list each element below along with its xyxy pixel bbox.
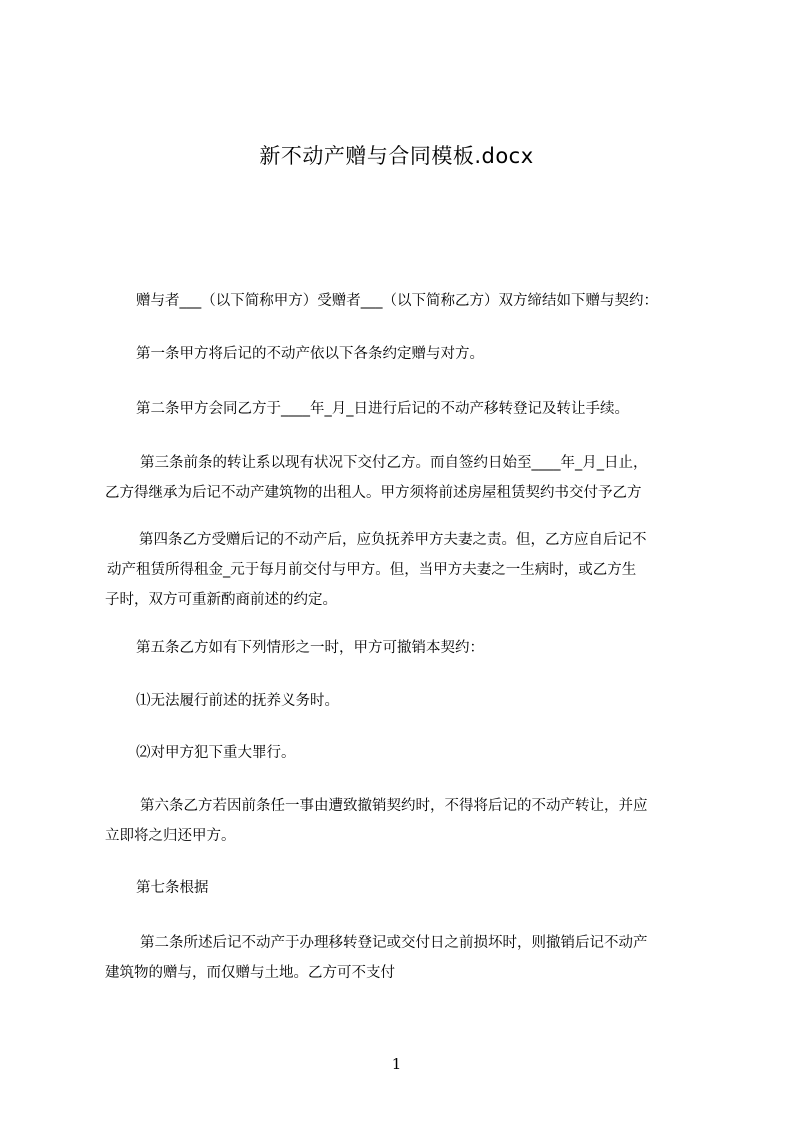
document-title: 新不动产赠与合同模板.docx — [259, 144, 534, 168]
paragraph-line: 第二条甲方会同乙方于____年_月_日进行后记的不动产移转登记及转让手续。 — [136, 401, 629, 417]
paragraph-article-7-continued — [105, 928, 705, 988]
paragraph-line: 子时，双方可重新酌商前述的约定。 — [105, 592, 337, 608]
paragraph-article-5-item-2 — [105, 738, 705, 768]
paragraph-article-3 — [105, 448, 705, 508]
paragraph-article-2 — [105, 394, 705, 424]
paragraph-line: 建筑物的赠与，而仅赠与土地。乙方可不支付 — [105, 965, 395, 981]
paragraph-line: ⑴无法履行前述的抚养义务时。 — [136, 693, 339, 709]
paragraph-article-5-item-1 — [105, 686, 705, 716]
paragraph-line: 第六条乙方若因前条任一事由遭致撤销契约时，不得将后记的不动产转让，并应 — [140, 798, 648, 814]
paragraph-line: 第四条乙方受赠后记的不动产后，应负抚养甲方夫妻之责。但，乙方应自后记不 — [139, 532, 647, 548]
paragraph-line: 立即将之归还甲方。 — [105, 828, 236, 844]
paragraph-line: 赠与者___（以下简称甲方）受赠者___（以下简称乙方）双方缔结如下赠与契约： — [136, 293, 658, 309]
paragraph-line: 第一条甲方将后记的不动产依以下各条约定赠与对方。 — [136, 346, 484, 362]
page-number: 1 — [391, 1055, 402, 1073]
paragraph-intro — [105, 286, 705, 316]
paragraph-line: 第二条所述后记不动产于办理移转登记或交付日之前损坏时，则撤销后记不动产 — [140, 935, 648, 951]
paragraph-article-5 — [105, 633, 705, 663]
paragraph-line: 第五条乙方如有下列情形之一时，甲方可撤销本契约： — [136, 640, 484, 656]
paragraph-article-1 — [105, 339, 705, 369]
paragraph-article-4 — [105, 525, 705, 615]
paragraph-line: 第三条前条的转让系以现有状况下交付乙方。而自签约日始至____年_月_日止， — [140, 455, 648, 471]
paragraph-line: ⑵对甲方犯下重大罪行。 — [136, 745, 296, 761]
paragraph-line: 乙方得继承为后记不动产建筑物的出租人。甲方须将前述房屋租赁契约书交付予乙方 — [105, 485, 642, 501]
paragraph-article-6 — [105, 791, 705, 851]
paragraph-line: 第七条根据 — [136, 880, 209, 896]
paragraph-line: 动产租赁所得租金_元于每月前交付与甲方。但，当甲方夫妻之一生病时，或乙方生 — [107, 562, 637, 578]
paragraph-article-7 — [105, 873, 705, 903]
